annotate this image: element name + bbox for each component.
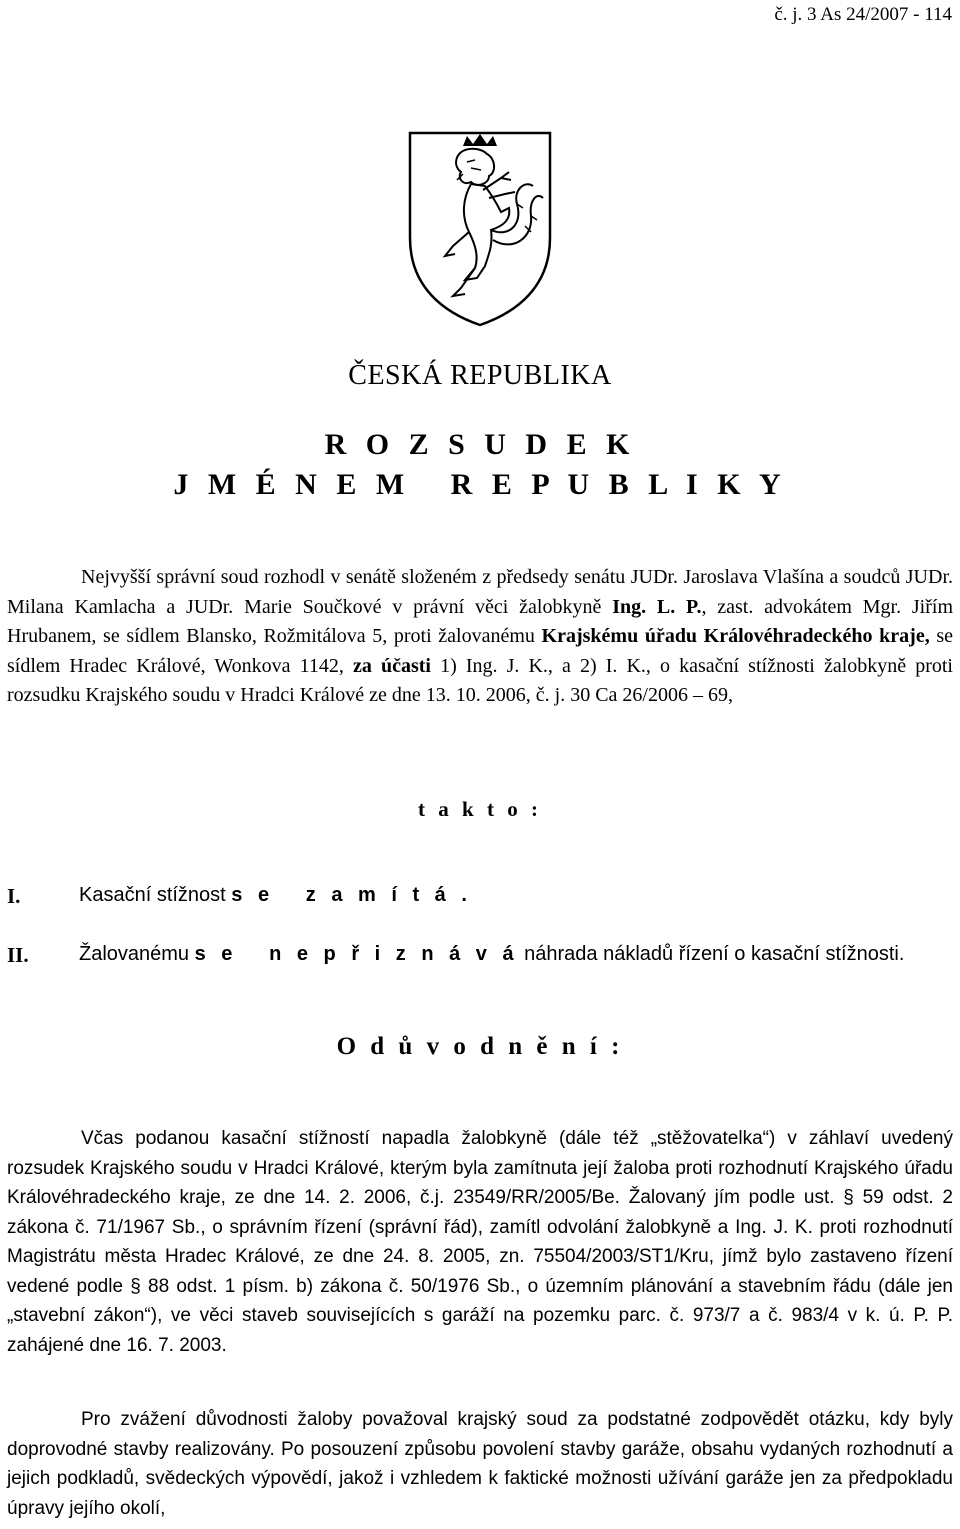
case-reference: č. j. 3 As 24/2007 - 114 xyxy=(774,4,952,25)
reasoning-heading: O d ů v o d n ě n í : xyxy=(336,1033,624,1060)
verdict-heading: t a k t o : xyxy=(418,797,542,821)
intro-text-4: 1) Ing. J. K., a 2) I. K., o kasační stížnosti žalobkyně proti rozsudku Krajského soudu v Hradci Králové ze dne 13. 10. 2006, č. j. 30 Ca 26/2006 – 69, xyxy=(7,654,953,706)
reasoning-paragraph-2: Pro zvážení důvodnosti žaloby považoval krajský soud za podstatné zodpovědět otázku, kdy byly doprovodné stavby realizovány. Po posouzení způsobu povolení stavby garáže, obsahu vydaných rozhodnutí a jejich podkladů, svědeckých výpovědí, jakož i vzhledem k faktické možnosti užívání garáže jen za předpokladu úpravy jejího okolí, xyxy=(7,1409,953,1519)
verdict-text-emphasis: s e z a m í t á . xyxy=(231,884,472,906)
intro-text-2: , zast. advokátem Mgr. Jiřím Hrubanem, se sídlem Blansko, Rožmitálova 5, proti žalovanému xyxy=(7,595,953,647)
verdict-text-pre: Kasační stížnost xyxy=(79,884,232,906)
participants-label: za účasti xyxy=(353,654,431,677)
verdict-item-number: I. xyxy=(7,884,21,908)
country-heading: ČESKÁ REPUBLIKA xyxy=(348,360,612,391)
judgment-subtitle: J M É N E M R E P U B L I K Y xyxy=(173,468,787,501)
verdict-text-post: náhrada nákladů řízení o kasační stížnosti. xyxy=(518,943,905,965)
plaintiff-name: Ing. L. P. xyxy=(612,595,702,618)
verdict-text-emphasis: s e n e p ř i z n á v á xyxy=(194,943,519,965)
intro-text-3: se sídlem Hradec Králové, Wonkova 1142, xyxy=(7,625,953,677)
verdict-item-text xyxy=(79,884,472,907)
verdict-item-number: II. xyxy=(7,943,29,967)
reasoning-paragraph-1: Včas podanou kasační stížností napadla žalobkyně (dále též „stěžovatelka“) v záhlaví uvedený rozsudek Krajského soudu v Hradci Králové, kterým byla zamítnuta její žaloba proti rozhodnutí Krajského úřadu Královéhradeckého kraje, ze dne 14. 2. 2006, č.j. 23549/RR/2005/Be. Žalovaný jím podle ust. § 59 odst. 2 zákona č. 71/1967 Sb., o správním řízení (správní řád), zamítl odvolání žalobkyně a Ing. J. K. proti rozhodnutí Magistrátu města Hradec Králové, ze dne 24. 8. 2005, zn. 75504/2003/ST1/Kru, jímž bylo zastaveno řízení vedené podle § 88 odst. 1 písm. b) zákona č. 50/1976 Sb., o územním plánování a stavebním řádu (dále jen „stavební zákon“), ve věci staveb souvisejících s garáží na pozemku parc. č. 973/7 a č. 983/4 v k. ú. P. P. zahájené dne 16. 7. 2003. xyxy=(7,1128,953,1356)
intro-text-1: Nejvyšší správní soud rozhodl v senátě složeném z předsedy senátu JUDr. Jaroslava Vlašína a soudců JUDr. Milana Kamlacha a JUDr. Marie Součkové v právní věci žalobkyně xyxy=(7,566,953,618)
intro-paragraph xyxy=(7,563,953,711)
verdict-item-text xyxy=(79,943,904,966)
defendant-name: Krajskému úřadu Královéhradeckého kraje, xyxy=(541,625,930,647)
judgment-title: R O Z S U D E K xyxy=(324,428,636,461)
verdict-text-pre: Žalovanému xyxy=(79,943,195,965)
state-emblem-lion-icon xyxy=(405,128,555,328)
